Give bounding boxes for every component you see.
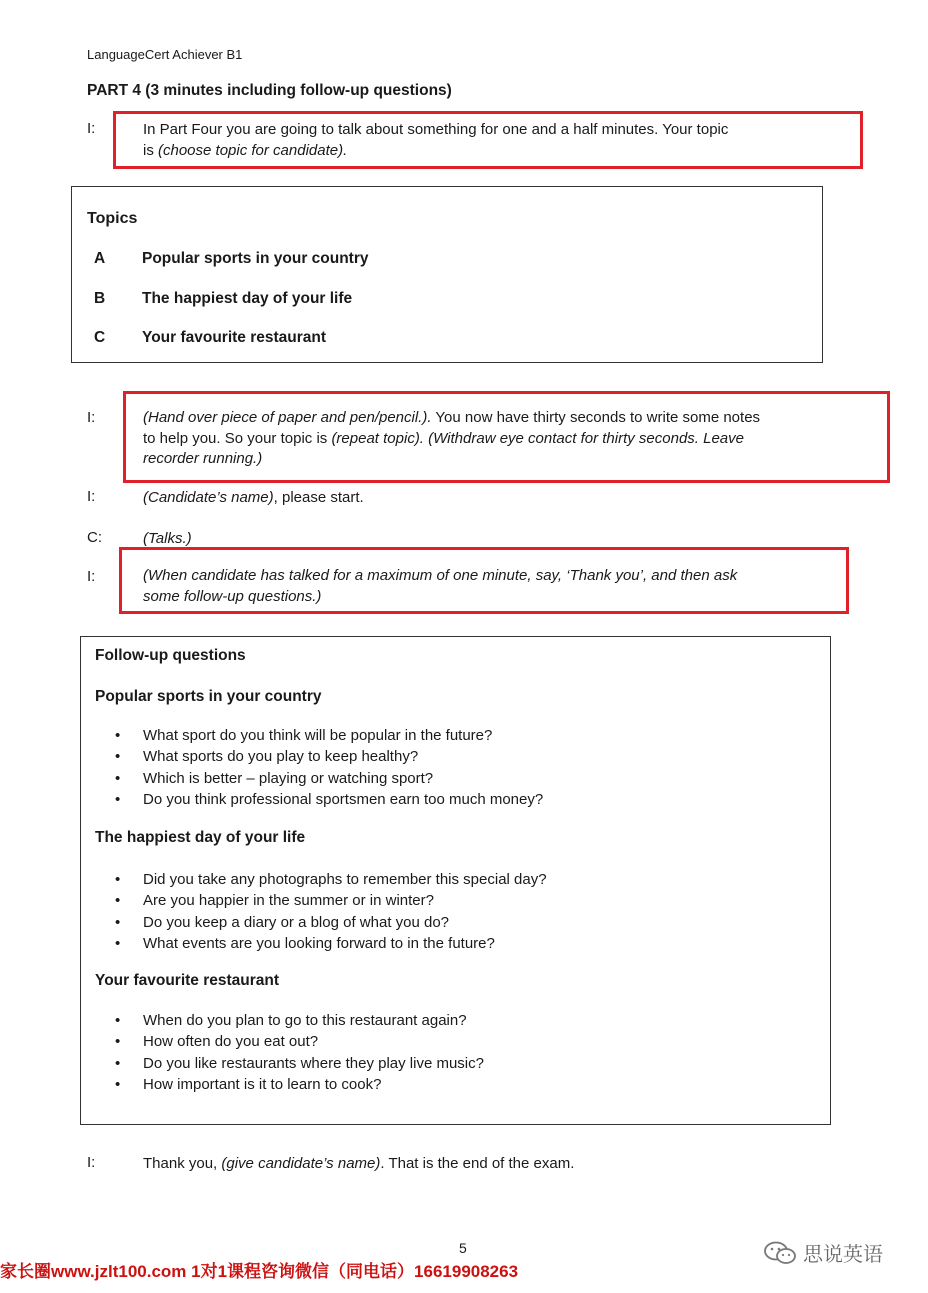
question-item: • Do you like restaurants where they play live music?: [115, 1053, 484, 1074]
question-list: [115, 725, 543, 810]
topic-label: The happiest day of your life: [142, 290, 353, 307]
speaker-label: I:: [87, 568, 96, 585]
topics-box: [71, 186, 823, 363]
highlight-frame: [113, 111, 863, 169]
followup-box: [80, 636, 831, 1125]
topics-title: Topics: [87, 210, 138, 227]
page-number: 5: [459, 1240, 467, 1256]
plain-text: . That is the end of the exam.: [380, 1155, 575, 1172]
speaker-label: C:: [87, 529, 102, 546]
highlight-frame: [123, 391, 890, 483]
question-item: • Do you keep a diary or a blog of what you do?: [115, 912, 547, 933]
question-item: • What sport do you think will be popular in the future?: [115, 725, 543, 746]
question-item: • What events are you looking forward to in the future?: [115, 933, 547, 954]
plain-text: You now have thirty seconds to write some notes: [431, 409, 761, 426]
plain-text: Thank you,: [143, 1155, 222, 1172]
plain-text: to help you. So your topic is: [143, 429, 332, 447]
instruction-line: In Part Four you are going to talk about something for one and a half minutes. Your topic: [143, 121, 729, 138]
speaker-label: I:: [87, 1154, 96, 1171]
question-item: • When do you plan to go to this restaurant again?: [115, 1010, 484, 1031]
italic-text: (Candidate’s name): [143, 489, 274, 506]
question-list: [115, 869, 547, 954]
topic-letter: B: [94, 290, 106, 307]
document-header: LanguageCert Achiever B1: [87, 47, 243, 62]
italic-text: (When candidate has talked for a maximum of one minute, say, ‘Thank you’, and then ask: [143, 567, 738, 584]
followup-section-heading: Your favourite restaurant: [95, 972, 280, 989]
italic-text: recorder running.): [143, 450, 263, 467]
footer-ad: 家长圈www.jzlt100.com 1对1课程咨询微信（同电话）16619908263: [0, 1262, 519, 1281]
question-item: • Are you happier in the summer or in winter?: [115, 890, 547, 911]
question-item: • How often do you eat out?: [115, 1031, 484, 1052]
topic-letter: C: [94, 329, 106, 346]
topic-label: Your favourite restaurant: [142, 329, 327, 346]
speaker-label: I:: [87, 120, 96, 137]
italic-text: some follow-up questions.): [143, 587, 322, 605]
plain-text: , please start.: [273, 489, 364, 506]
followup-title: Follow-up questions: [95, 647, 246, 664]
wechat-icon: [763, 1241, 797, 1265]
part-title: PART 4 (3 minutes including follow-up questions): [87, 82, 452, 99]
plain-text: is: [143, 142, 158, 159]
topic-label: Popular sports in your country: [142, 250, 369, 267]
italic-text: (Talks.): [143, 530, 192, 547]
italic-text: (choose topic for candidate).: [158, 142, 348, 159]
instruction-line: [143, 528, 192, 549]
italic-text: (give candidate’s name): [221, 1155, 381, 1172]
topic-letter: A: [94, 250, 106, 267]
wechat-watermark: [763, 1238, 883, 1267]
instruction-line: [143, 487, 364, 508]
italic-text: (Hand over piece of paper and pen/pencil.).: [143, 409, 432, 426]
followup-section-heading: Popular sports in your country: [95, 688, 322, 705]
speaker-label: I:: [87, 488, 96, 505]
highlight-frame: [119, 547, 849, 614]
question-item: • Do you think professional sportsmen earn too much money?: [115, 789, 543, 810]
followup-section-heading: The happiest day of your life: [95, 829, 306, 846]
question-item: • What sports do you play to keep healthy?: [115, 746, 543, 767]
question-list: [115, 1010, 484, 1095]
speaker-label: I:: [87, 409, 96, 426]
instruction-line: [143, 1153, 574, 1174]
question-item: • How important is it to learn to cook?: [115, 1074, 484, 1095]
wechat-label: 思说英语: [803, 1244, 883, 1266]
question-item: • Did you take any photographs to remember this special day?: [115, 869, 547, 890]
question-item: • Which is better – playing or watching sport?: [115, 768, 543, 789]
italic-text: (repeat topic). (Withdraw eye contact for thirty seconds. Leave: [331, 429, 744, 447]
